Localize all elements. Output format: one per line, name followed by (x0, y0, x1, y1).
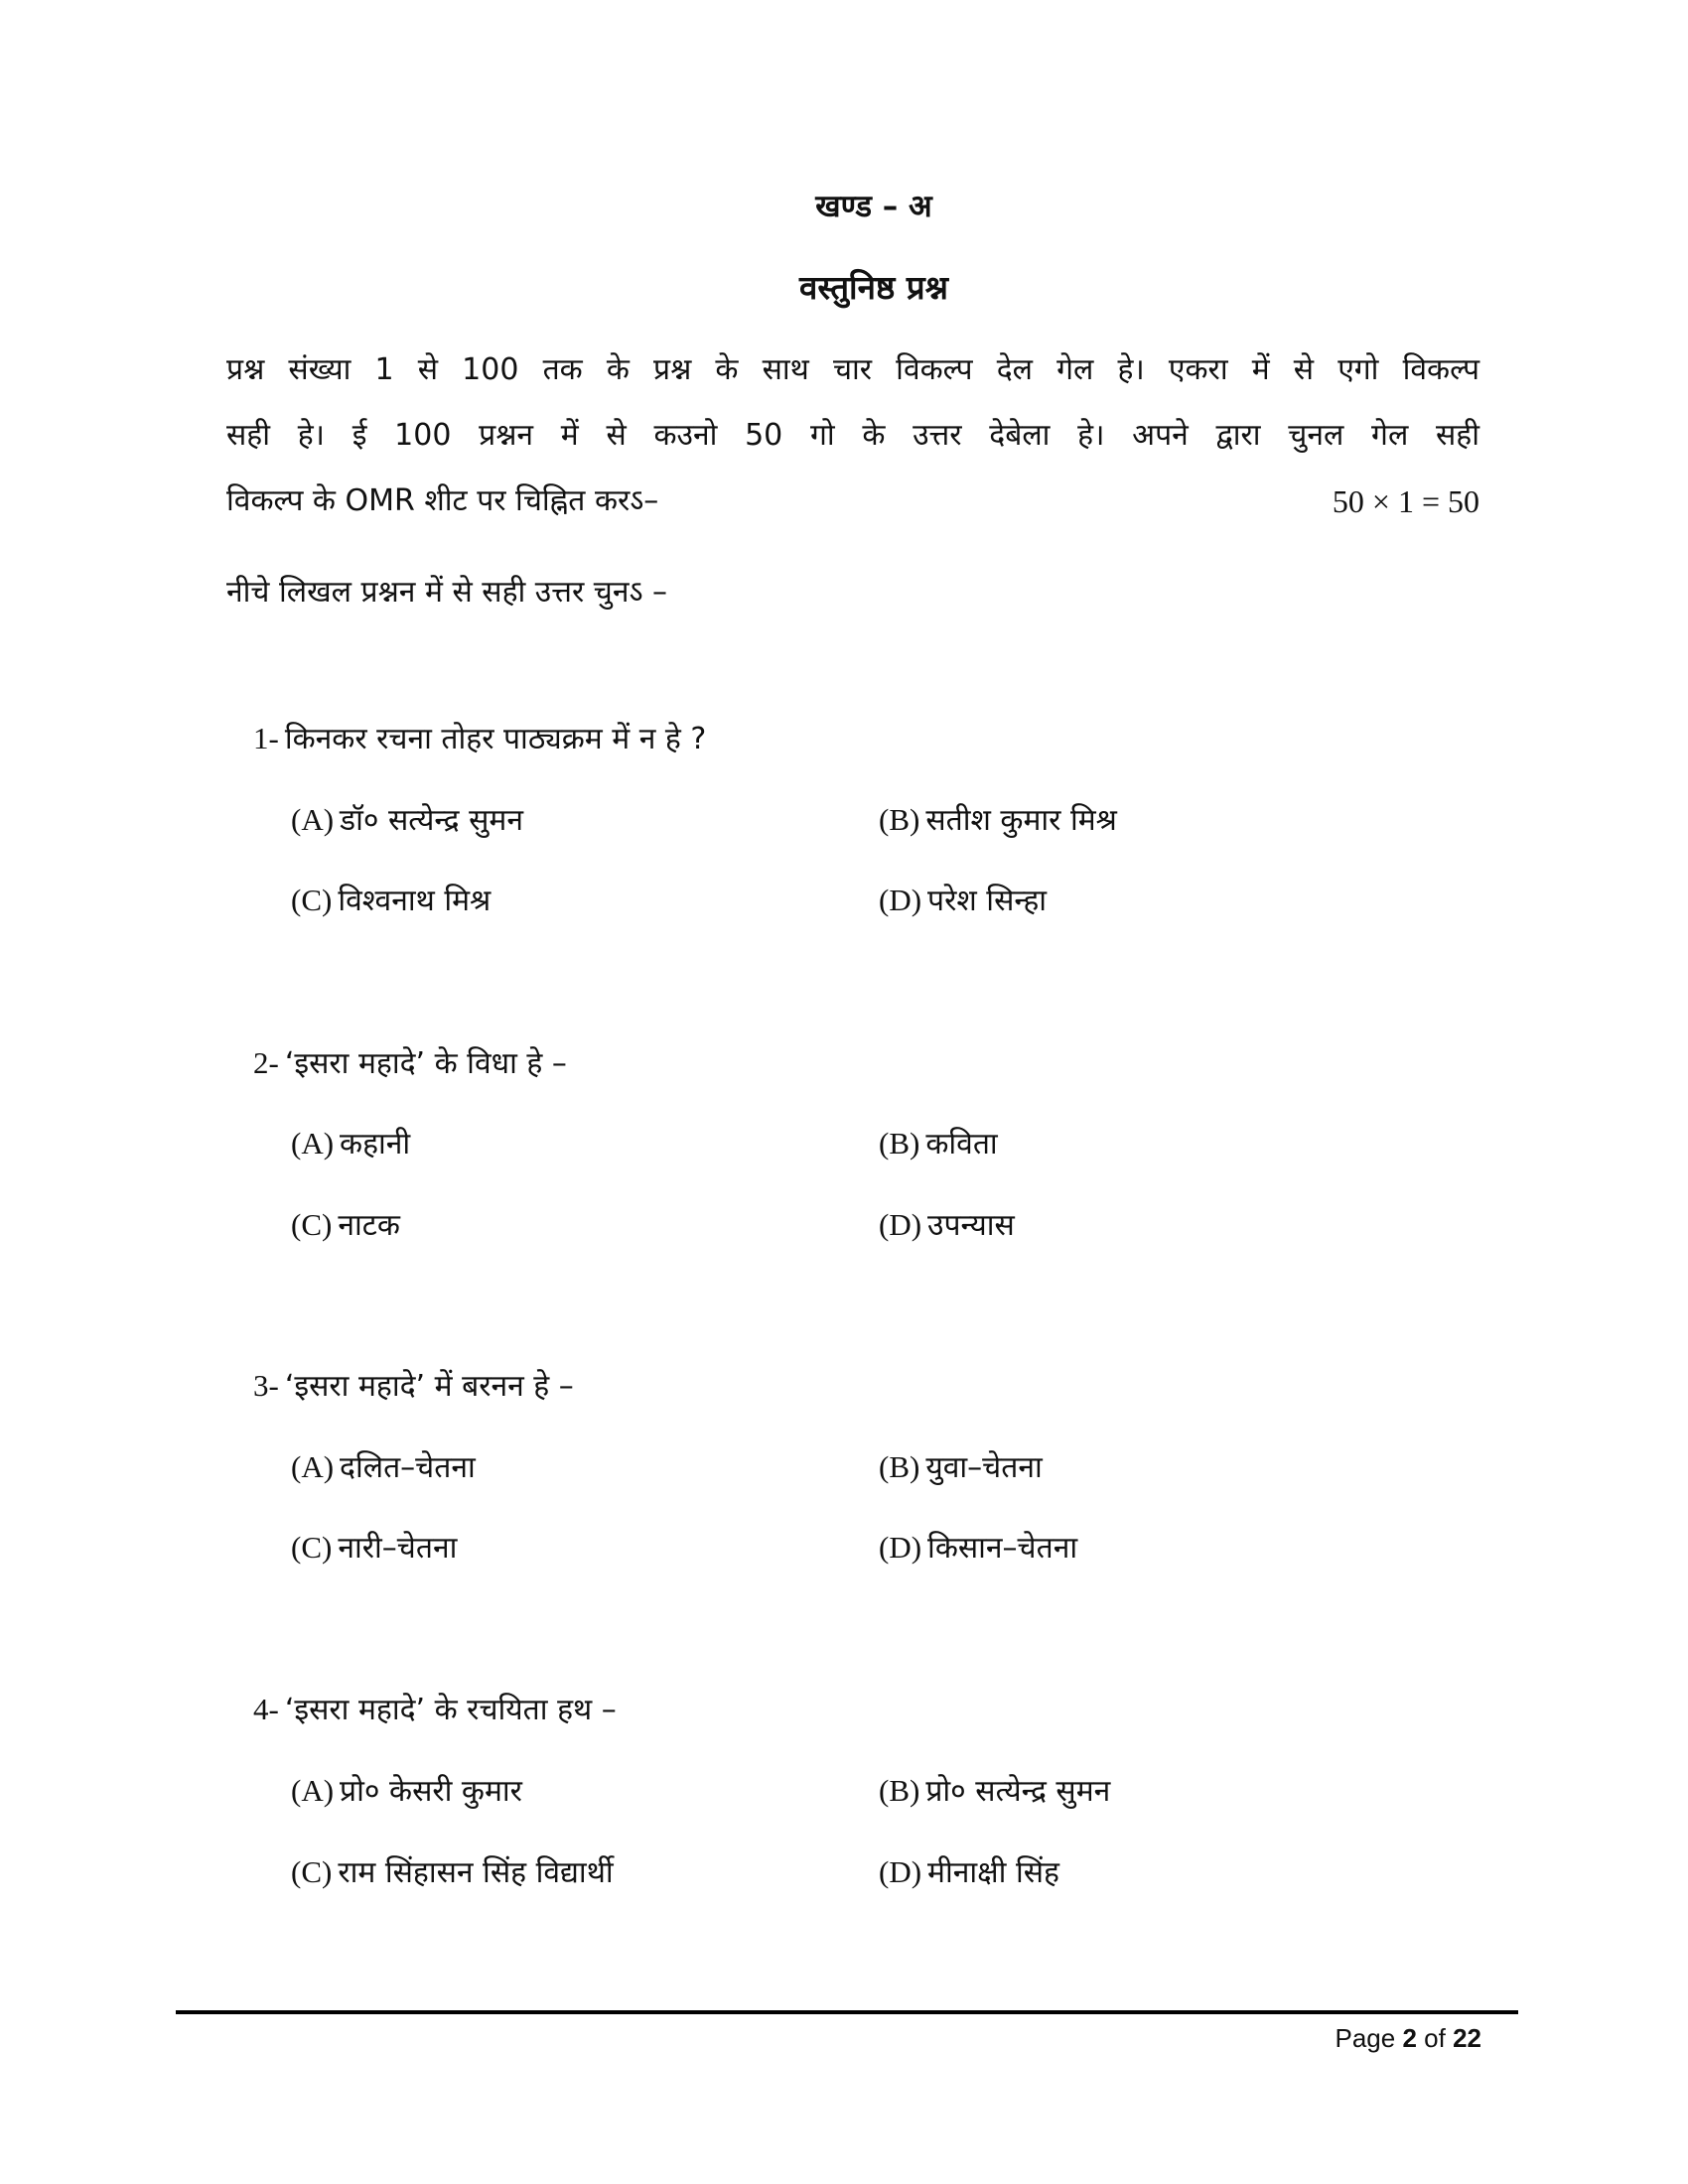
footer-divider (176, 2010, 1518, 2014)
option-label: (B) (879, 1126, 920, 1160)
option-label: (C) (291, 1530, 333, 1565)
option-c[interactable] (291, 881, 491, 921)
instruction-line-2: सही हे। ई 100 प्रश्नन में से कउनो 50 गो के उत्तर देबेला हे। अपने द्वारा चुनल गेल सही (226, 418, 1479, 453)
option-label: (B) (879, 802, 920, 837)
question-number: 3- (253, 1368, 279, 1403)
section-title: खण्ड – अ (815, 189, 932, 224)
instruction-line-3: विकल्प के OMR शीट पर चिह्नित करऽ– (226, 483, 659, 518)
option-label: (A) (291, 1773, 335, 1808)
option-text: कविता (925, 1127, 998, 1161)
option-label: (A) (291, 1449, 335, 1484)
option-text: दलित–चेतना (340, 1450, 476, 1485)
option-text: विश्वनाथ मिश्र (338, 884, 492, 918)
option-text: कहानी (340, 1127, 411, 1161)
option-b[interactable] (879, 1447, 1043, 1488)
option-text: मीनाक्षी सिंह (927, 1855, 1059, 1890)
option-a[interactable] (291, 800, 523, 841)
marks-scheme: 50 × 1 = 50 (1332, 483, 1479, 519)
question-number: 1- (253, 721, 279, 755)
option-text: युवा–चेतना (925, 1450, 1043, 1485)
option-a[interactable] (291, 1447, 476, 1488)
option-b[interactable] (879, 800, 1117, 841)
option-d[interactable] (879, 1852, 1059, 1893)
option-text: प्रो० केसरी कुमार (340, 1774, 522, 1809)
option-text: उपन्यास (927, 1208, 1015, 1243)
option-text: प्रो० सत्येन्द्र सुमन (925, 1774, 1111, 1809)
option-label: (C) (291, 883, 333, 917)
section-subtitle: वस्तुनिष्ठ प्रश्न (799, 268, 948, 307)
option-text: किसान–चेतना (927, 1531, 1078, 1566)
answer-prompt: नीचे लिखल प्रश्नन में से सही उत्तर चुनऽ – (226, 575, 668, 610)
page-prefix: Page (1335, 2023, 1396, 2053)
option-d[interactable] (879, 881, 1047, 921)
question-text: ‘इसरा महादे’ के रचयिता हथ – (284, 1693, 617, 1727)
option-label: (D) (879, 883, 922, 917)
question-text: ‘इसरा महादे’ में बरनन हे – (284, 1369, 574, 1404)
option-c[interactable] (291, 1852, 614, 1893)
page-of: of (1424, 2023, 1446, 2053)
option-b[interactable] (879, 1771, 1110, 1812)
option-label: (C) (291, 1854, 333, 1889)
option-text: राम सिंहासन सिंह विद्यार्थी (338, 1855, 614, 1890)
instruction-line-1: प्रश्न संख्या 1 से 100 तक के प्रश्न के साथ चार विकल्प देल गेल हे। एकरा में से एगो विकल्प (226, 352, 1479, 387)
option-label: (D) (879, 1854, 922, 1889)
option-label: (B) (879, 1773, 920, 1808)
current-page: 2 (1402, 2023, 1417, 2053)
option-label: (D) (879, 1207, 922, 1242)
option-d[interactable] (879, 1205, 1015, 1246)
option-label: (A) (291, 1126, 335, 1160)
question-1 (253, 719, 706, 759)
option-d[interactable] (879, 1528, 1077, 1569)
question-3 (253, 1366, 574, 1407)
option-label: (B) (879, 1449, 920, 1484)
option-label: (C) (291, 1207, 333, 1242)
question-number: 4- (253, 1692, 279, 1726)
option-text: नाटक (338, 1208, 400, 1243)
total-pages: 22 (1453, 2023, 1481, 2053)
option-text: नारी–चेतना (338, 1531, 458, 1566)
page-number (1335, 2023, 1481, 2054)
option-a[interactable] (291, 1771, 522, 1812)
option-label: (A) (291, 802, 335, 837)
option-text: परेश सिन्हा (927, 884, 1048, 918)
question-text: ‘इसरा महादे’ के विधा हे – (284, 1046, 567, 1081)
option-text: डॉ० सत्येन्द्र सुमन (340, 803, 523, 838)
option-c[interactable] (291, 1528, 457, 1569)
option-b[interactable] (879, 1124, 998, 1164)
question-2 (253, 1043, 567, 1084)
question-4 (253, 1690, 617, 1730)
option-text: सतीश कुमार मिश्र (925, 803, 1117, 838)
question-number: 2- (253, 1045, 279, 1080)
question-text: किनकर रचना तोहर पाठ्यक्रम में न हे ? (284, 722, 707, 756)
option-a[interactable] (291, 1124, 410, 1164)
option-c[interactable] (291, 1205, 400, 1246)
option-label: (D) (879, 1530, 922, 1565)
